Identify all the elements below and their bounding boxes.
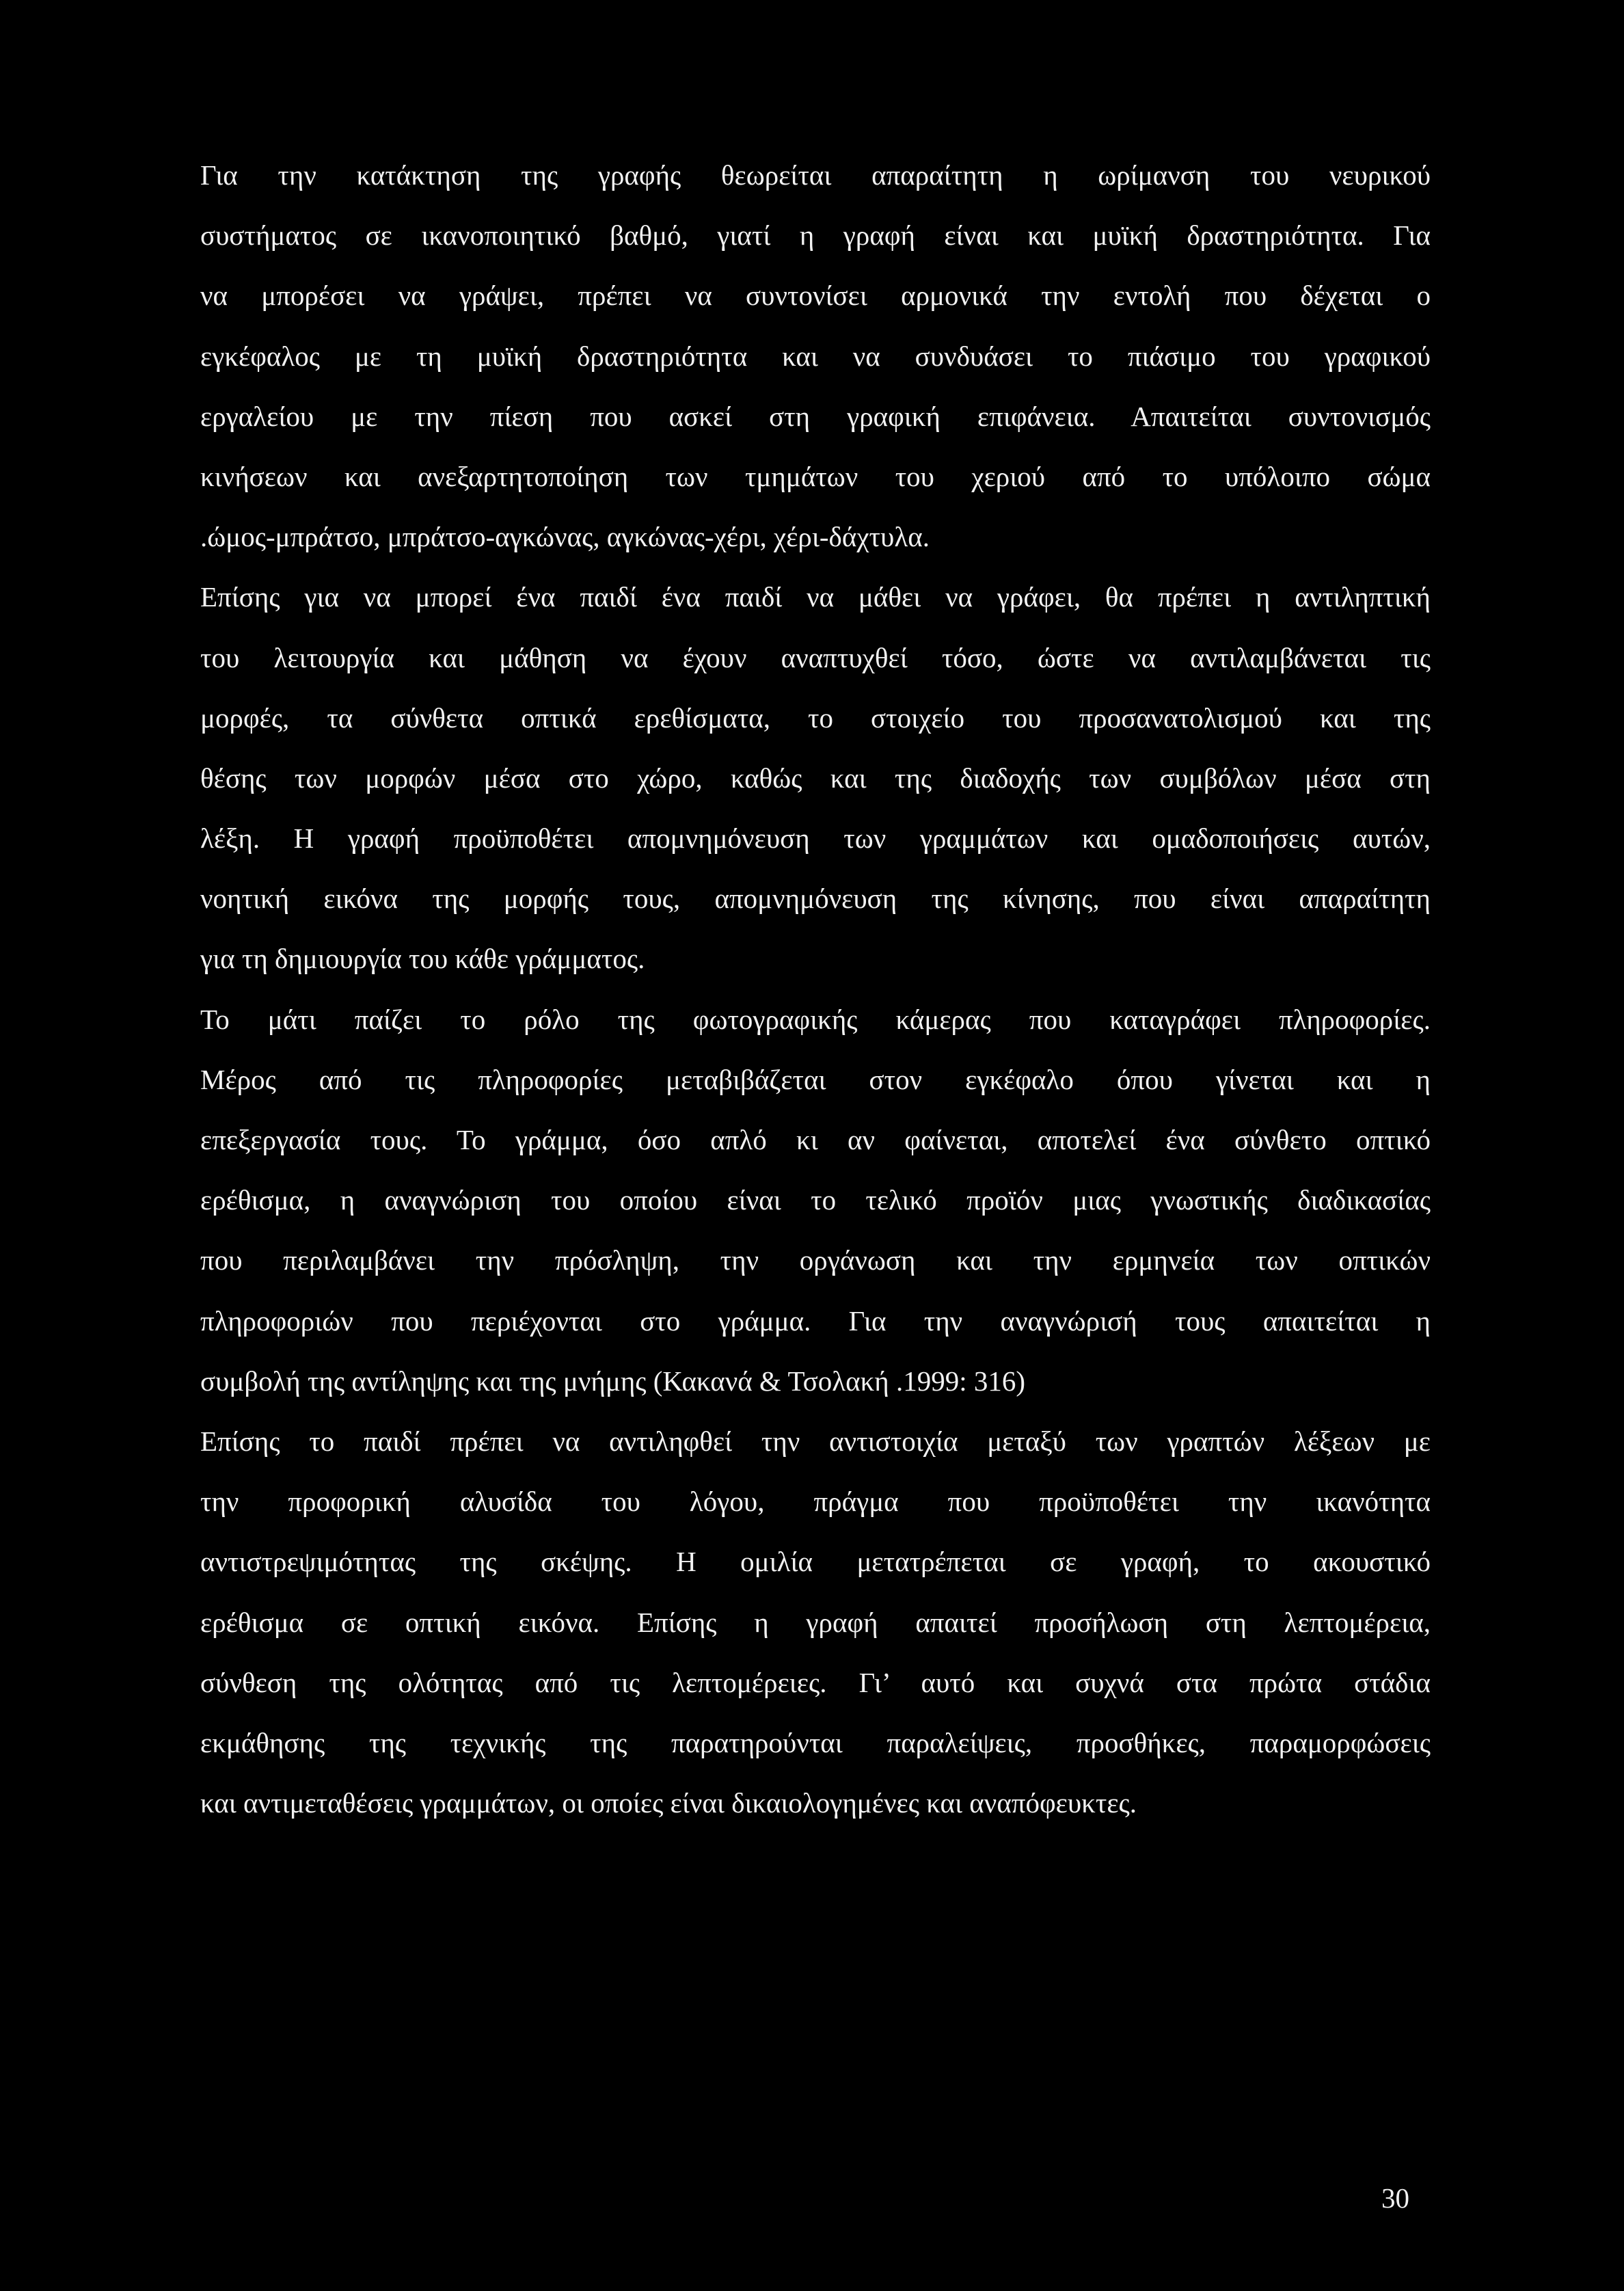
text-line: .ώμος-μπράτσο, μπράτσο-αγκώνας, αγκώνας-χέρι, χέρι-δάχτυλα.: [200, 521, 930, 553]
text-line: την προφορική αλυσίδα του λόγου, πράγμα που προϋποθέτει την ικανότητα: [200, 1486, 1431, 1518]
text-line: που περιλαμβάνει την πρόσληψη, την οργάνωση και την ερμηνεία των οπτικών: [200, 1244, 1431, 1276]
text-line: εργαλείου με την πίεση που ασκεί στη γραφική επιφάνεια. Απαιτείται συντονισμός: [200, 400, 1431, 432]
text-line: Μέρος από τις πληροφορίες μεταβιβάζεται στον εγκέφαλο όπου γίνεται και η: [200, 1063, 1431, 1095]
text-line: θέσης των μορφών μέσα στο χώρο, καθώς και της διαδοχής των συμβόλων μέσα στη: [200, 762, 1431, 794]
text-line: Επίσης το παιδί πρέπει να αντιληφθεί την αντιστοιχία μεταξύ των γραπτών λέξεων με: [200, 1425, 1431, 1457]
text-line: κινήσεων και ανεξαρτητοποίηση των τμημάτων του χεριού από το υπόλοιπο σώμα: [200, 460, 1431, 492]
text-line: ερέθισμα, η αναγνώριση του οποίου είναι το τελικό προϊόν μιας γνωστικής διαδικασίας: [200, 1184, 1431, 1216]
text-line: να μπορέσει να γράψει, πρέπει να συντονίσει αρμονικά την εντολή που δέχεται ο: [200, 280, 1431, 312]
text-line: εγκέφαλος με τη μυϊκή δραστηριότητα και να συνδυάσει το πιάσιμο του γραφικού: [200, 340, 1431, 372]
text-line: για τη δημιουργία του κάθε γράμματος.: [200, 943, 645, 975]
text-line: αντιστρεψιμότητας της σκέψης. Η ομιλία μετατρέπεται σε γραφή, το ακουστικό: [200, 1546, 1431, 1578]
text-line: σύνθεση της ολότητας από τις λεπτομέρειες. Γι’ αυτό και συχνά στα πρώτα στάδια: [200, 1666, 1431, 1698]
text-line: μορφές, τα σύνθετα οπτικά ερεθίσματα, το στοιχείο του προσανατολισμού και της: [200, 701, 1431, 734]
text-line: συμβολή της αντίληψης και της μνήμης (Κακανά & Τσολακή .1999: 316): [200, 1365, 1026, 1397]
document-body: [200, 145, 1431, 1833]
text-line: και αντιμεταθέσεις γραμμάτων, οι οποίες είναι δικαιολογημένες και αναπόφευκτες.: [200, 1787, 1137, 1819]
text-line: ερέθισμα σε οπτική εικόνα. Επίσης η γραφή απαιτεί προσήλωση στη λεπτομέρεια,: [200, 1606, 1431, 1638]
text-line: νοητική εικόνα της μορφής τους, απομνημόνευση της κίνησης, που είναι απαραίτητη: [200, 883, 1431, 915]
text-line: επεξεργασία τους. Το γράμμα, όσο απλό κι αν φαίνεται, αποτελεί ένα σύνθετο οπτικό: [200, 1124, 1431, 1155]
text-line: πληροφοριών που περιέχονται στο γράμμα. Για την αναγνώρισή τους απαιτείται η: [200, 1304, 1431, 1337]
text-line: Επίσης για να μπορεί ένα παιδί ένα παιδί να μάθει να γράφει, θα πρέπει η αντιληπτική: [200, 581, 1431, 613]
text-line: συστήματος σε ικανοποιητικό βαθμό, γιατί η γραφή είναι και μυϊκή δραστηριότητα. Για: [200, 219, 1431, 252]
text-line: του λειτουργία και μάθηση να έχουν αναπτυχθεί τόσο, ώστε να αντιλαμβάνεται τις: [200, 641, 1431, 673]
text-line: Το μάτι παίζει το ρόλο της φωτογραφικής κάμερας που καταγράφει πληροφορίες.: [200, 1003, 1431, 1035]
text-line: Για την κατάκτηση της γραφής θεωρείται απαραίτητη η ωρίμανση του νευρικού: [200, 159, 1431, 191]
text-line: εκμάθησης της τεχνικής της παρατηρούνται παραλείψεις, προσθήκες, παραμορφώσεις: [200, 1726, 1431, 1758]
page-number: 30: [1381, 2182, 1409, 2214]
text-line: λέξη. Η γραφή προϋποθέτει απομνημόνευση των γραμμάτων και ομαδοποιήσεις αυτών,: [200, 822, 1431, 855]
